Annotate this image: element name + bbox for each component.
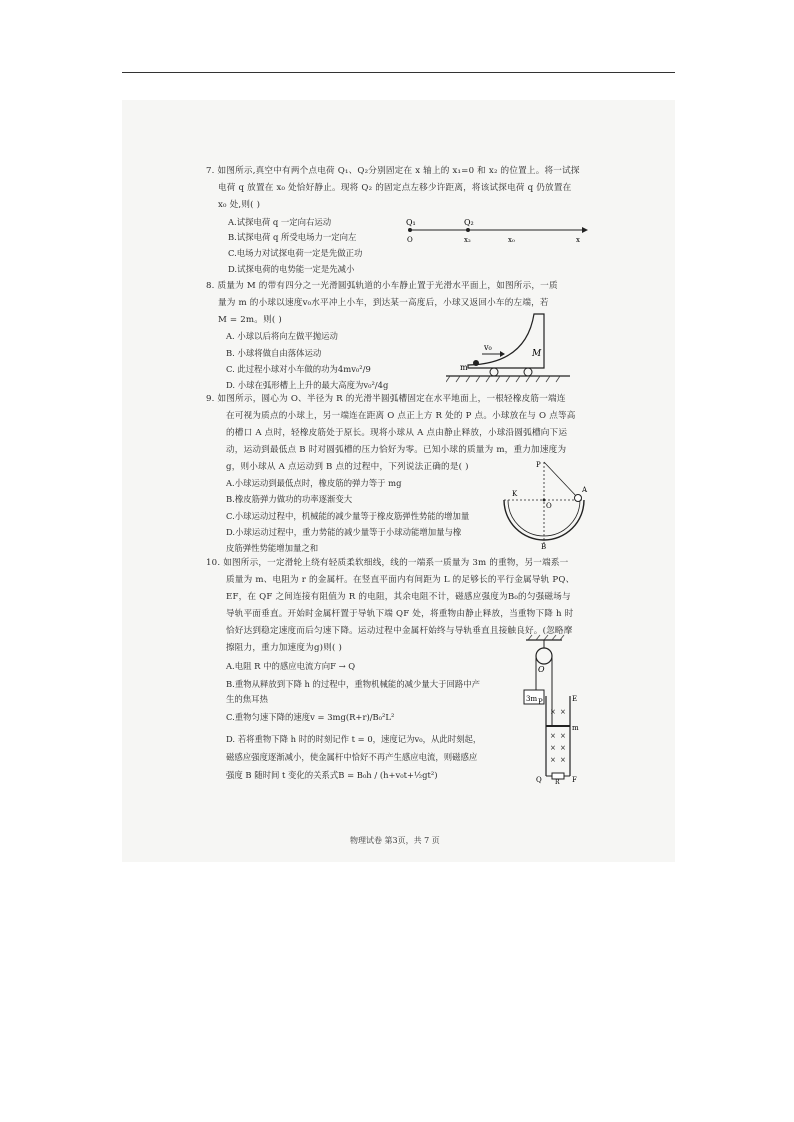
- q8-option-d: D. 小球在弧形槽上上升的最大高度为v₀²/4g: [226, 380, 389, 390]
- q9-option-a: A.小球运动到最低点时，橡皮筋的弹力等于 mg: [226, 478, 402, 488]
- q10-pulley-diagram: [506, 634, 586, 784]
- q9-stem-line: 9. 如图所示，圆心为 O、半径为 R 的光滑半圆弧槽固定在水平地面上，一根轻橡皮筋一端连: [206, 394, 566, 404]
- svg-text:×: ×: [550, 708, 556, 716]
- q9-stem-line: g，则小球从 A 点运动到 B 点的过程中，下列说法正确的是( ): [226, 462, 469, 472]
- q7-label-q2: Q₂: [464, 218, 474, 227]
- q7-label-x0: x₀: [508, 236, 515, 244]
- q8-stem-line: 量为 m 的小球以速度v₀水平冲上小车，到达某一高度后，小球又返回小车的左端，若: [218, 298, 549, 308]
- svg-text:×: ×: [550, 756, 556, 764]
- svg-text:×: ×: [560, 708, 566, 716]
- q7-axis-diagram: [400, 216, 590, 246]
- q10-label-weight: 3m: [526, 695, 538, 703]
- q9-option-d-cont: 皮筋弹性势能增加量之和: [226, 543, 319, 553]
- q8-option-b: B. 小球将做自由落体运动: [226, 348, 322, 358]
- q10-label-O: O: [538, 665, 545, 674]
- q10-stem-line: 恰好达到稳定速度而后匀速下降。运动过程中金属杆始终与导轨垂直且接触良好。(忽略摩: [226, 626, 573, 636]
- q9-stem-line: 的槽口 A 点时，轻橡皮筋处于原长。现将小球从 A 点由静止释放，小球沿圆弧槽向下运: [226, 428, 568, 438]
- q8-option-c: C. 此过程小球对小车做的功为4mv₀²/9: [226, 364, 371, 374]
- q7-stem-line: 7. 如图所示,真空中有两个点电荷 Q₁、Q₂分别固定在 x 轴上的 x₁=0 和 x₂ 的位置上。将一试探: [206, 166, 580, 176]
- q8-cart-diagram: [446, 308, 576, 384]
- q8-label-m: m: [460, 363, 468, 372]
- q9-stem-line: 动，运动到最低点 B 时对圆弧槽的压力恰好为零。已知小球的质量为 m，重力加速度为: [226, 445, 567, 455]
- q8-label-M: M: [532, 349, 542, 359]
- top-rule: [122, 72, 675, 73]
- svg-text:×: ×: [560, 744, 566, 752]
- q8-label-v0: v₀: [484, 343, 492, 352]
- q10-label-P: P: [538, 698, 543, 706]
- q10-option-b-cont: 生的焦耳热: [226, 694, 268, 704]
- q10-label-R: R: [555, 779, 560, 784]
- q7-label-origin: O: [407, 236, 413, 244]
- q7-option-d: D.试探电荷的电势能一定是先减小: [228, 264, 355, 274]
- q10-option-b: B.重物从释放到下降 h 的过程中，重物机械能的减少量大于回路中产: [226, 679, 481, 689]
- q10-option-c: C.重物匀速下降的速度v = 3mg(R+r)/B₀²L²: [226, 712, 395, 722]
- q10-stem-line: EF，在 QF 之间连接有阻值为 R 的电阻，其余电阻不计，磁感应强度为B₀的匀强磁场与: [226, 592, 571, 602]
- q9-label-A: A: [582, 486, 588, 494]
- svg-text:×: ×: [550, 744, 556, 752]
- q7-stem-line: 电荷 q 放置在 x₀ 处恰好静止。现将 Q₂ 的固定点左移少许距离，将该试探电荷 q 仍放置在: [218, 183, 572, 193]
- q10-option-d-cont: 磁感应强度逐渐减小，使金属杆中恰好不再产生感应电流，则磁感应: [226, 752, 478, 762]
- q10-stem-line: 10. 如图所示，一定滑轮上绕有轻质柔软细线，线的一端系一质量为 3m 的重物，另一端系一: [206, 558, 569, 568]
- q7-label-x2: x₂: [464, 236, 471, 244]
- q10-option-d: D. 若将重物下降 h 时的时刻记作 t = 0，速度记为v₀，从此时刻起，: [226, 734, 482, 744]
- q9-bowl-diagram: [498, 458, 590, 550]
- q7-option-c: C.电场力对试探电荷一定是先做正功: [228, 248, 363, 258]
- q8-stem-line: 8. 质量为 M 的带有四分之一光滑圆弧轨道的小车静止置于光滑水平面上，如图所示，一质: [206, 281, 558, 291]
- q10-stem-line: 质量为 m、电阻为 r 的金属杆。在竖直平面内有间距为 L 的足够长的平行金属导轨 PQ、: [226, 575, 575, 585]
- q10-label-Q: Q: [536, 776, 542, 784]
- svg-text:×: ×: [550, 732, 556, 740]
- q9-label-K: K: [512, 490, 518, 498]
- q7-option-a: A.试探电荷 q 一定向右运动: [228, 217, 332, 227]
- q9-label-P: P: [536, 461, 541, 469]
- q10-option-a: A.电阻 R 中的感应电流方向F → Q: [226, 661, 356, 671]
- q7-option-b: B.试探电荷 q 所受电场力一定向左: [228, 232, 357, 242]
- q10-label-F: F: [572, 776, 577, 784]
- q10-label-E: E: [572, 695, 578, 703]
- q9-label-O: O: [546, 502, 552, 510]
- q7-label-q1: Q₁: [406, 218, 416, 227]
- q9-option-b: B.橡皮筋弹力做功的功率逐渐变大: [226, 494, 353, 504]
- q10-stem-line: 导轨平面垂直。开始时金属杆置于导轨下端 QF 处，将重物由静止释放，当重物下降 h 时: [226, 609, 574, 619]
- q7-stem-line: x₀ 处,则( ): [218, 200, 261, 210]
- q10-option-d-cont: 强度 B 随时间 t 变化的关系式B = B₀h / (h+v₀t+½gt²): [226, 770, 438, 780]
- q9-option-d: D.小球运动过程中，重力势能的减少量等于小球动能增加量与橡: [226, 527, 462, 537]
- q10-label-m: m: [572, 724, 579, 732]
- svg-text:×: ×: [560, 756, 566, 764]
- q8-stem-line: M = 2m。则( ): [218, 315, 282, 325]
- q8-option-a: A. 小球以后将向左做平抛运动: [226, 331, 338, 341]
- svg-text:×: ×: [560, 732, 566, 740]
- q9-option-c: C.小球运动过程中，机械能的减少量等于橡皮筋弹性势能的增加量: [226, 511, 470, 521]
- page-footer: 物理试卷 第3页，共 7 页: [350, 836, 440, 845]
- q7-label-axis: x: [576, 236, 580, 244]
- q9-label-B: B: [541, 543, 547, 550]
- q10-stem-line: 擦阻力，重力加速度为g)则( ): [226, 643, 343, 653]
- q9-stem-line: 在可视为质点的小球上，另一端连在距离 O 点正上方 R 处的 P 点。小球放在与 O 点等高: [226, 411, 576, 421]
